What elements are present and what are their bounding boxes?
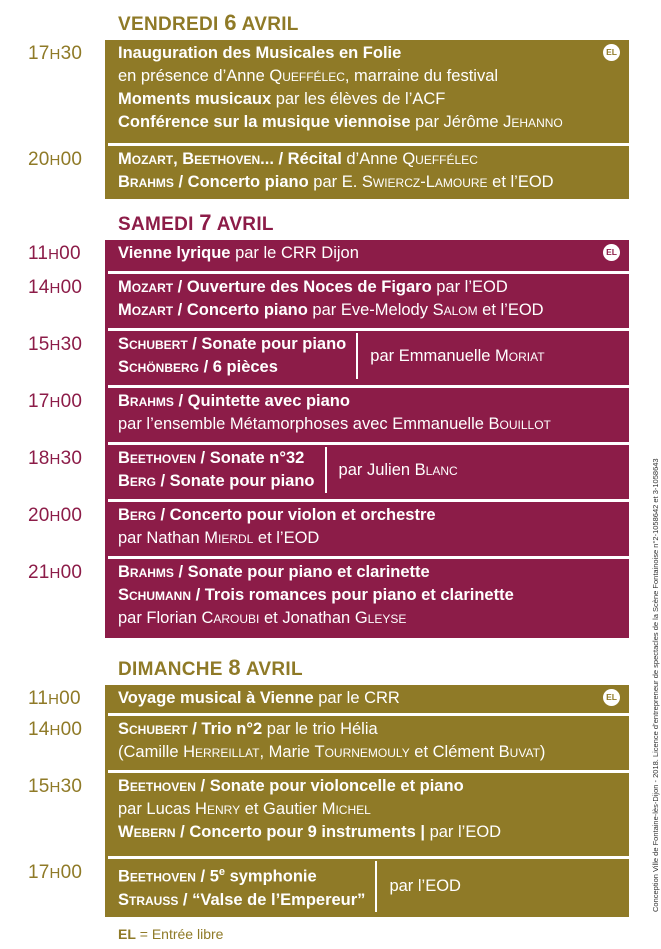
time-separator: H	[49, 779, 61, 796]
composer-name: Webern	[118, 823, 176, 841]
event-line	[118, 718, 629, 741]
day-name: DIMANCHE	[118, 659, 223, 680]
time-hour: 14	[28, 719, 50, 740]
performer-text: et Gautier	[240, 800, 322, 818]
event-time	[28, 505, 92, 527]
vertical-separator	[375, 861, 377, 912]
event-card	[108, 146, 629, 199]
composer-name: Michel	[321, 800, 371, 818]
composer-name: Mozart	[118, 301, 174, 319]
event-line	[118, 390, 629, 413]
time-hour: 11	[28, 243, 49, 264]
work-title: / Trio n°2	[187, 720, 263, 738]
performer-text: par Florian	[118, 609, 202, 627]
work-title: / Sonate pour piano	[155, 472, 315, 490]
event-card	[108, 331, 629, 385]
composer-name: Beethoven	[118, 449, 196, 467]
event-card	[108, 716, 629, 770]
composer-name: Berg	[118, 472, 156, 490]
performer-text: par Nathan	[118, 529, 205, 547]
composer-name: Queffélec	[269, 67, 345, 85]
event-split	[118, 447, 629, 493]
work-title: symphonie	[225, 867, 317, 886]
performer-text: (Camille	[118, 743, 184, 761]
time-minute: 30	[60, 448, 83, 469]
work-title: Moments musicaux	[118, 90, 272, 108]
performer-text: et l’EOD	[253, 529, 320, 547]
event-time	[28, 448, 92, 470]
free-entry-badge-icon: EL	[603, 689, 620, 706]
work-title: / Sonate pour piano et clarinette	[173, 563, 430, 581]
event-split	[118, 861, 629, 912]
work-title: / Sonate pour violoncelle et piano	[195, 777, 464, 795]
composer-name: Tournemouly	[314, 743, 410, 761]
performer-text: par les élèves de l’ACF	[271, 90, 446, 108]
event-time	[28, 862, 92, 884]
vertical-separator	[356, 333, 358, 379]
legend-text: = Entrée libre	[139, 926, 224, 942]
event-performer	[370, 347, 544, 366]
performer-text: par l’EOD	[431, 278, 508, 296]
time-separator: H	[48, 691, 60, 708]
composer-name: Jehanno	[503, 113, 563, 131]
event-line	[118, 413, 629, 436]
performer-text: et l’EOD	[487, 173, 554, 191]
event-line	[118, 276, 629, 299]
event-performer	[339, 461, 458, 480]
composer-name: Moriat	[495, 346, 545, 365]
performer-text: par E.	[308, 173, 362, 191]
day-name: VENDREDI	[118, 14, 219, 35]
composer-name: Brahms	[118, 392, 174, 410]
time-hour: 15	[28, 334, 50, 355]
time-minute: 00	[60, 562, 83, 583]
event-line	[118, 299, 629, 322]
composer-name: Gleyse	[354, 609, 407, 627]
work-title: / Concerto pour violon et orchestre	[155, 506, 436, 524]
event-line	[118, 470, 315, 493]
day-month: AVRIL	[245, 659, 303, 680]
event-line	[118, 333, 346, 356]
work-title: / Sonate n°32	[195, 449, 305, 467]
performer-text: et Jonathan	[259, 609, 355, 627]
work-title: Conférence sur la musique viennoise	[118, 113, 411, 131]
day-month: AVRIL	[216, 214, 274, 235]
time-separator: H	[49, 152, 61, 169]
performer-text: par Lucas	[118, 800, 196, 818]
work-title: / Quintette avec piano	[173, 392, 350, 410]
event-time	[28, 149, 92, 171]
time-hour: 17	[28, 391, 50, 412]
performer-text: par Eve-Melody	[307, 301, 433, 319]
day-number: 7	[199, 210, 212, 235]
time-separator: H	[49, 394, 61, 411]
day-number: 8	[228, 655, 241, 680]
time-minute: 30	[60, 334, 83, 355]
event-time	[28, 334, 92, 356]
day-title	[118, 210, 274, 236]
event-line	[118, 65, 629, 88]
event-line	[118, 447, 315, 470]
event-line	[118, 798, 629, 821]
time-separator: H	[49, 865, 61, 882]
event-time	[28, 776, 92, 798]
composer-name: Bouillot	[488, 415, 551, 433]
event-card	[108, 240, 629, 271]
event-line	[118, 607, 629, 630]
performer-text: par le CRR Dijon	[230, 244, 359, 262]
time-minute: 00	[60, 277, 83, 298]
performer-text: par Jérôme	[410, 113, 504, 131]
vertical-separator	[325, 447, 327, 493]
performer-text: )	[539, 743, 546, 761]
time-separator: H	[49, 565, 61, 582]
time-minute: 00	[60, 391, 83, 412]
work-title: / Ouverture des Noces de Figaro	[173, 278, 432, 296]
event-time	[28, 43, 92, 65]
time-separator: H	[49, 280, 61, 297]
event-line	[118, 171, 629, 194]
performer-text: et l’EOD	[477, 301, 544, 319]
composer-name: Schubert	[118, 720, 188, 738]
event-line	[118, 527, 629, 550]
event-line	[118, 561, 629, 584]
work-title: / Concerto pour 9 instruments |	[175, 823, 425, 841]
composer-name: Buvat	[498, 743, 540, 761]
event-line	[118, 741, 629, 764]
work-title: / 5	[195, 867, 219, 886]
composer-name: Salom	[432, 301, 478, 319]
event-card	[108, 502, 629, 556]
composer-name: Strauss	[118, 890, 179, 909]
composer-name: Schönberg	[118, 358, 200, 376]
time-minute: 00	[60, 719, 83, 740]
event-performer	[389, 877, 461, 896]
event-line	[118, 775, 629, 798]
work-title: / Concerto piano	[173, 301, 308, 319]
composer-name: Mozart	[118, 278, 174, 296]
event-card	[108, 388, 629, 442]
event-card	[108, 445, 629, 499]
event-split	[118, 333, 629, 379]
composer-name: Mierdl	[204, 529, 254, 547]
credit-line: Conception Ville de Fontaine-lès-Dijon - 2018. Licence d’entrepreneur de spectacles de la Scène Fontainoise n°2-1058642 et 3-1058643	[651, 458, 660, 912]
event-time	[28, 243, 92, 265]
event-line	[118, 889, 365, 912]
time-minute: 00	[60, 505, 83, 526]
time-minute: 00	[59, 243, 81, 264]
event-card	[108, 859, 629, 917]
performer-text: par l’EOD	[425, 823, 502, 841]
event-card	[108, 685, 629, 713]
composer-name: Brahms	[118, 173, 174, 191]
performer-text: par Emmanuelle	[370, 346, 495, 365]
composer-name: Swiercz-Lamoure	[361, 173, 488, 191]
time-minute: 00	[60, 862, 83, 883]
event-line	[118, 42, 629, 65]
performer-text: par Julien	[338, 460, 415, 479]
time-minute: 30	[60, 776, 83, 797]
time-hour: 17	[28, 862, 50, 883]
time-hour: 14	[28, 277, 50, 298]
free-entry-badge-icon: EL	[603, 244, 620, 261]
performer-text: par le trio Hélia	[262, 720, 378, 738]
time-hour: 11	[28, 688, 49, 709]
time-hour: 21	[28, 562, 50, 583]
day-title	[118, 10, 299, 36]
event-line	[118, 111, 629, 134]
composer-name: Henry	[195, 800, 241, 818]
event-time	[28, 562, 92, 584]
composer-name: Beethoven	[118, 867, 196, 886]
event-card	[108, 773, 629, 856]
time-minute: 30	[60, 43, 83, 64]
legend	[118, 926, 223, 942]
time-separator: H	[49, 508, 61, 525]
composer-name: Herreillat	[183, 743, 260, 761]
performer-text: d’Anne	[341, 150, 403, 168]
composer-name: Schumann	[118, 586, 191, 604]
composer-name: Queffélec	[402, 150, 478, 168]
work-title: / Sonate pour piano	[187, 335, 347, 353]
performer-text: par le CRR	[313, 689, 400, 707]
event-program	[118, 861, 365, 912]
event-card	[108, 274, 629, 328]
composer-name: Beethoven	[118, 777, 196, 795]
time-separator: H	[48, 246, 60, 263]
day-number: 6	[224, 10, 237, 35]
time-hour: 20	[28, 149, 50, 170]
work-title: / Trois romances pour piano et clarinette	[191, 586, 514, 604]
work-title: e	[218, 866, 225, 878]
time-minute: 00	[59, 688, 81, 709]
event-line	[118, 242, 629, 265]
day-name: SAMEDI	[118, 214, 194, 235]
performer-text: par l’EOD	[389, 876, 461, 895]
work-title: Inauguration des Musicales en Folie	[118, 44, 402, 62]
time-hour: 15	[28, 776, 50, 797]
time-separator: H	[49, 46, 61, 63]
event-line	[118, 821, 629, 844]
event-line	[118, 861, 365, 889]
event-line	[118, 504, 629, 527]
event-card	[108, 559, 629, 638]
event-time	[28, 391, 92, 413]
performer-text: et Clément	[409, 743, 499, 761]
composer-name: Berg	[118, 506, 156, 524]
composer-name: Schubert	[118, 335, 188, 353]
event-line	[118, 687, 629, 710]
event-card	[108, 40, 629, 143]
time-hour: 17	[28, 43, 50, 64]
time-hour: 20	[28, 505, 50, 526]
composer-name: Mozart, Beethoven...	[118, 150, 274, 168]
free-entry-badge-icon: EL	[603, 44, 620, 61]
event-program	[118, 447, 315, 493]
work-title: / “Valse de l’Empereur”	[178, 890, 366, 909]
time-separator: H	[49, 451, 61, 468]
event-time	[28, 688, 92, 710]
event-line	[118, 356, 346, 379]
event-line	[118, 148, 629, 171]
performer-text: , marraine du festival	[344, 67, 499, 85]
time-minute: 00	[60, 149, 83, 170]
composer-name: Blanc	[414, 460, 458, 479]
day-title	[118, 655, 303, 681]
work-title: Voyage musical à Vienne	[118, 689, 314, 707]
time-separator: H	[49, 722, 61, 739]
event-program	[118, 333, 346, 379]
work-title: / 6 pièces	[199, 358, 278, 376]
event-line	[118, 88, 629, 111]
performer-text: par l’ensemble Métamorphoses avec Emmanuelle	[118, 415, 489, 433]
time-separator: H	[49, 337, 61, 354]
work-title: / Récital	[273, 150, 342, 168]
time-hour: 18	[28, 448, 50, 469]
work-title: Vienne lyrique	[118, 244, 231, 262]
day-month: AVRIL	[241, 14, 299, 35]
work-title: / Concerto piano	[173, 173, 309, 191]
performer-text: en présence d’Anne	[118, 67, 270, 85]
performer-text: , Marie	[259, 743, 315, 761]
composer-name: Brahms	[118, 563, 174, 581]
composer-name: Caroubi	[201, 609, 260, 627]
event-time	[28, 277, 92, 299]
event-line	[118, 584, 629, 607]
event-time	[28, 719, 92, 741]
legend-abbr: EL	[118, 926, 136, 942]
